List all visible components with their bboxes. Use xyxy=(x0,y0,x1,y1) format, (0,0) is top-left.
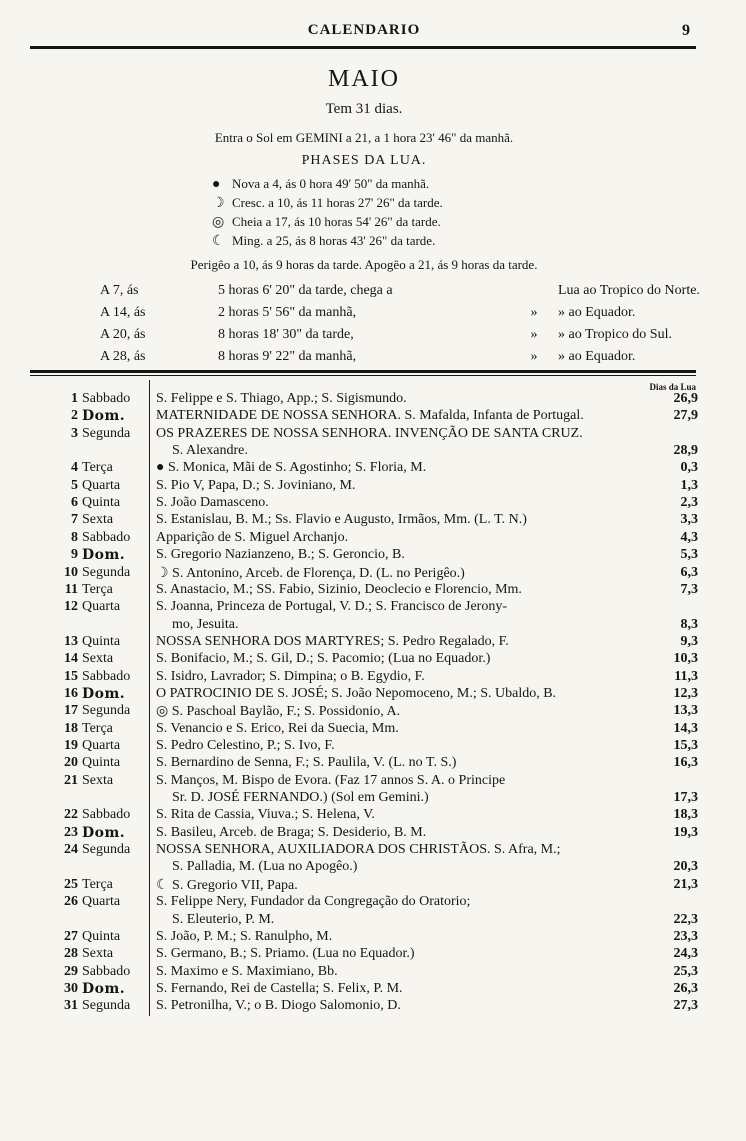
weekday: Segunda xyxy=(82,998,131,1014)
phase-line xyxy=(212,176,429,194)
day-number: 31 xyxy=(64,998,78,1014)
moon-age: 0,3 xyxy=(680,460,698,476)
table-row xyxy=(0,599,746,617)
moon-age: 25,3 xyxy=(673,963,698,979)
weekday: Quinta xyxy=(82,633,121,649)
table-row xyxy=(0,512,746,530)
moon-age: 22,3 xyxy=(673,911,698,927)
tropic-day: A 28, ás xyxy=(100,349,146,364)
saints-text: S. Palladia, M. (Lua no Apogêo.) xyxy=(172,859,358,875)
weekday: Dom. xyxy=(82,685,126,702)
weekday: Quarta xyxy=(82,477,121,493)
day-number: 11 xyxy=(64,581,78,597)
day-number: 24 xyxy=(64,842,78,858)
saints-text: S. Basileu, Arceb. de Braga; S. Desiderio, B. M. xyxy=(156,824,427,840)
day-number: 16 xyxy=(64,685,78,701)
day-number: 13 xyxy=(64,633,78,649)
moon-age: 14,3 xyxy=(673,720,698,736)
weekday: Sexta xyxy=(82,772,114,788)
day-number: 19 xyxy=(64,738,78,753)
saints-text: S. Rita de Cassia, Viuva.; S. Helena, V. xyxy=(156,807,375,823)
day-number: 25 xyxy=(64,876,78,892)
moon-age: 28,9 xyxy=(673,443,698,459)
tropic-time: 5 horas 6' 20" da tarde, chega a xyxy=(218,283,393,298)
section-rule-thin xyxy=(30,375,696,376)
saints-text: OS PRAZERES DE NOSSA SENHORA. INVENÇÃO DE SANTA CRUZ. xyxy=(156,425,583,441)
saints-text: S. Maximo e S. Maximiano, Bb. xyxy=(156,963,338,979)
weekday: Sexta xyxy=(82,651,114,667)
moon-age: 4,3 xyxy=(680,529,698,545)
day-number: 2 xyxy=(71,408,78,424)
day-number: 20 xyxy=(64,755,78,771)
saints-text: S. João Damasceno. xyxy=(156,495,269,511)
day-number: 9 xyxy=(71,547,78,563)
moon-age: 26,9 xyxy=(673,391,698,406)
table-row xyxy=(0,686,746,704)
phase-text: Cresc. a 10, ás 11 horas 27' 26" da tarde. xyxy=(232,195,443,210)
day-number: 27 xyxy=(64,928,78,944)
moon-age: 16,3 xyxy=(673,755,698,771)
weekday: Dom. xyxy=(82,824,126,841)
day-number: 7 xyxy=(71,512,78,528)
phase-text: Nova a 4, ás 0 hora 49' 50" da manhã. xyxy=(232,176,430,191)
table-row xyxy=(0,755,746,773)
weekday: Dom. xyxy=(82,408,126,425)
saints-text: S. João, P. M.; S. Ranulpho, M. xyxy=(156,928,333,944)
table-row xyxy=(0,894,746,912)
saints-text: Apparição de S. Miguel Archanjo. xyxy=(156,529,349,545)
page-header xyxy=(30,22,698,44)
saints-text: mo, Jesuita. xyxy=(172,616,239,632)
table-row xyxy=(0,634,746,652)
day-number: 17 xyxy=(64,703,78,719)
saints-text: ☽ S. Antonino, Arceb. de Florença, D. (L. no Perigêo.) xyxy=(156,565,465,581)
table-row xyxy=(0,495,746,513)
running-title: CALENDARIO xyxy=(307,22,421,38)
saints-text: S. Pio V, Papa, D.; S. Joviniano, M. xyxy=(156,477,356,493)
moon-age: 1,3 xyxy=(680,477,698,493)
table-row xyxy=(0,842,746,860)
moon-age: 5,3 xyxy=(680,547,698,563)
saints-text: S. Felippe Nery, Fundador da Congregação do Oratorio; xyxy=(156,894,471,910)
day-number: 22 xyxy=(64,807,78,823)
day-number: 23 xyxy=(64,824,78,840)
tropic-time: 8 horas 9' 22" da manhã, xyxy=(218,349,357,364)
moon-phase-icon: ☽ xyxy=(212,196,225,211)
day-number: 1 xyxy=(71,391,78,406)
weekday: Segunda xyxy=(82,425,131,441)
table-row xyxy=(0,964,746,982)
saints-text: S. Bonifacio, M.; S. Gil, D.; S. Pacomio; (Lua no Equador.) xyxy=(156,651,491,667)
moon-age: 9,3 xyxy=(680,633,698,649)
table-row xyxy=(0,478,746,496)
table-row xyxy=(0,721,746,739)
saints-text: ☾ S. Gregorio VII, Papa. xyxy=(156,877,298,893)
saints-text: S. Estanislau, B. M.; Ss. Flavio e Augusto, Irmãos, Mm. (L. T. N.) xyxy=(156,512,527,528)
saints-text: S. Felippe e S. Thiago, App.; S. Sigismundo. xyxy=(156,391,407,406)
day-number: 21 xyxy=(64,772,78,788)
saints-text: S. Bernardino de Senna, F.; S. Paulila, V. (L. no T. S.) xyxy=(156,755,457,771)
saints-text: S. Alexandre. xyxy=(172,443,248,459)
table-row xyxy=(0,426,746,444)
day-number: 30 xyxy=(64,980,78,996)
phase-text: Ming. a 25, ás 8 horas 43' 26" da tarde. xyxy=(232,233,436,248)
tropic-time: 2 horas 5' 56" da manhã, xyxy=(218,305,357,320)
moon-age: 24,3 xyxy=(673,946,698,962)
weekday: Quarta xyxy=(82,599,121,615)
table-row xyxy=(0,565,746,583)
moon-age: 6,3 xyxy=(680,564,698,580)
tropic-place: » ao Equador. xyxy=(558,349,636,364)
moon-age: 3,3 xyxy=(680,512,698,528)
table-row xyxy=(0,946,746,964)
tropic-line xyxy=(100,349,660,369)
saints-text: S. Petronilha, V.; o B. Diogo Salomonio, D. xyxy=(156,998,401,1014)
table-row xyxy=(0,391,746,409)
saints-text: S. Fernando, Rei de Castella; S. Felix, P. M. xyxy=(156,980,403,996)
weekday: Sabbado xyxy=(82,807,131,823)
day-number: 28 xyxy=(64,946,78,962)
tropic-place: » ao Equador. xyxy=(558,305,636,320)
saints-text: NOSSA SENHORA DOS MARTYRES; S. Pedro Regalado, F. xyxy=(156,633,509,649)
tropic-line xyxy=(100,283,700,303)
phase-line xyxy=(212,214,441,232)
weekday: Sabbado xyxy=(82,529,131,545)
weekday: Sabbado xyxy=(82,963,131,979)
weekday: Terça xyxy=(82,720,113,736)
table-row xyxy=(0,582,746,600)
moon-age: 20,3 xyxy=(673,859,698,875)
weekday: Sabbado xyxy=(82,668,131,684)
saints-text: S. Anastacio, M.; SS. Fabio, Sizinio, Deoclecio e Florencio, Mm. xyxy=(156,581,522,597)
phase-line xyxy=(212,195,443,213)
weekday: Terça xyxy=(82,581,113,597)
weekday: Terça xyxy=(82,876,113,892)
table-row xyxy=(0,703,746,721)
ditto-mark: » xyxy=(530,349,538,364)
day-number: 12 xyxy=(64,599,78,615)
weekday: Dom. xyxy=(82,980,126,997)
moon-age: 2,3 xyxy=(680,495,698,511)
tropic-place: » ao Tropico do Sul. xyxy=(558,327,672,342)
saints-text: MATERNIDADE DE NOSSA SENHORA. S. Mafalda, Infanta de Portugal. xyxy=(156,408,584,424)
moon-age: 27,9 xyxy=(673,408,698,424)
moon-phase-icon: ● xyxy=(212,177,221,192)
day-number: 4 xyxy=(71,460,78,476)
weekday: Quinta xyxy=(82,495,121,511)
table-row xyxy=(0,738,746,756)
saints-text: S. Isidro, Lavrador; S. Dimpina; o B. Egydio, F. xyxy=(156,668,425,684)
table-row xyxy=(0,617,746,635)
moon-age: 23,3 xyxy=(673,928,698,944)
tropic-line xyxy=(100,305,660,325)
table-row xyxy=(0,790,746,808)
saints-text: ● S. Monica, Mãi de S. Agostinho; S. Floria, M. xyxy=(156,460,427,476)
moon-age: 15,3 xyxy=(673,738,698,753)
moon-age: 8,3 xyxy=(680,616,698,632)
moon-age: 26,3 xyxy=(673,980,698,996)
table-row xyxy=(0,859,746,877)
weekday: Quinta xyxy=(82,755,121,771)
tropic-place: Lua ao Tropico do Norte. xyxy=(558,283,700,298)
table-row xyxy=(0,877,746,895)
month-days: Tem 31 dias. xyxy=(325,101,403,117)
moon-age: 19,3 xyxy=(673,824,698,840)
saints-text: Sr. D. JOSÉ FERNANDO.) (Sol em Gemini.) xyxy=(172,790,429,806)
table-row xyxy=(0,669,746,687)
table-row xyxy=(0,912,746,930)
table-row xyxy=(0,547,746,565)
month-title: MAIO xyxy=(328,66,400,92)
weekday: Segunda xyxy=(82,564,131,580)
day-number: 26 xyxy=(64,894,78,910)
moon-phase-icon: ☾ xyxy=(212,234,225,249)
day-number: 3 xyxy=(71,425,78,441)
weekday: Dom. xyxy=(82,547,126,564)
tropic-time: 8 horas 18' 30" da tarde, xyxy=(218,327,354,342)
header-rule xyxy=(30,46,696,49)
weekday: Quarta xyxy=(82,738,121,753)
day-number: 15 xyxy=(64,668,78,684)
table-row xyxy=(0,929,746,947)
saints-text: S. Joanna, Princeza de Portugal, V. D.; S. Francisco de Jerony- xyxy=(156,599,507,615)
saints-text: O PATROCINIO DE S. JOSÉ; S. João Nepomoceno, M.; S. Ubaldo, B. xyxy=(156,685,557,701)
weekday: Segunda xyxy=(82,703,131,719)
ditto-mark: » xyxy=(530,327,538,342)
table-row xyxy=(0,773,746,791)
table-row xyxy=(0,651,746,669)
weekday: Segunda xyxy=(82,842,131,858)
phase-line xyxy=(212,233,435,251)
phase-text: Cheia a 17, ás 10 horas 54' 26" da tarde. xyxy=(232,214,441,229)
saints-text: S. Pedro Celestino, P.; S. Ivo, F. xyxy=(156,738,335,753)
saints-text: S. Manços, M. Bispo de Evora. (Faz 17 annos S. A. o Principe xyxy=(156,772,506,788)
saints-text: S. Germano, B.; S. Priamo. (Lua no Equador.) xyxy=(156,946,415,962)
day-number: 10 xyxy=(64,564,78,580)
weekday: Sabbado xyxy=(82,391,131,406)
page-number: 9 xyxy=(682,22,690,39)
moon-age: 11,3 xyxy=(674,668,698,684)
day-number: 18 xyxy=(64,720,78,736)
tropic-day: A 20, ás xyxy=(100,327,146,342)
table-row xyxy=(0,460,746,478)
saints-text: S. Eleuterio, P. M. xyxy=(172,911,275,927)
moon-age: 21,3 xyxy=(673,876,698,892)
weekday: Sexta xyxy=(82,946,114,962)
moon-age: 17,3 xyxy=(673,790,698,806)
moon-age: 18,3 xyxy=(673,807,698,823)
day-number: 6 xyxy=(71,495,78,511)
saints-text: ◎ S. Paschoal Baylão, F.; S. Possidonio, A. xyxy=(156,704,401,720)
tropic-day: A 14, ás xyxy=(100,305,146,320)
moon-age: 13,3 xyxy=(673,703,698,719)
table-row xyxy=(0,530,746,548)
day-number: 5 xyxy=(71,477,78,493)
table-row xyxy=(0,825,746,843)
saints-text: NOSSA SENHORA, AUXILIADORA DOS CHRISTÃOS. S. Afra, M.; xyxy=(156,842,561,858)
table-row xyxy=(0,981,746,999)
saints-text: S. Gregorio Nazianzeno, B.; S. Geroncio, B. xyxy=(156,547,405,563)
day-number: 14 xyxy=(64,651,78,667)
moon-age: 10,3 xyxy=(673,651,698,667)
moon-age: 27,3 xyxy=(673,998,698,1014)
perigee-apogee: Perigêo a 10, ás 9 horas da tarde. Apogêo a 21, ás 9 horas da tarde. xyxy=(190,257,538,272)
sun-entry: Entra o Sol em GEMINI a 21, a 1 hora 23' 46" da manhã. xyxy=(214,130,514,145)
day-number: 29 xyxy=(64,963,78,979)
weekday: Quarta xyxy=(82,894,121,910)
section-rule-thick xyxy=(30,370,696,373)
day-number: 8 xyxy=(71,529,78,545)
table-row xyxy=(0,408,746,426)
phases-title: PHASES DA LUA. xyxy=(301,153,427,168)
tropic-day: A 7, ás xyxy=(100,283,139,298)
tropic-line xyxy=(100,327,672,347)
ditto-mark: » xyxy=(530,305,538,320)
table-row xyxy=(0,443,746,461)
weekday: Sexta xyxy=(82,512,114,528)
table-row xyxy=(0,998,746,1016)
moon-age-header: Dias da Lua xyxy=(649,382,696,392)
moon-age: 12,3 xyxy=(673,685,698,701)
weekday: Quinta xyxy=(82,928,121,944)
table-row xyxy=(0,807,746,825)
weekday: Terça xyxy=(82,460,113,476)
saints-text: S. Venancio e S. Erico, Rei da Suecia, Mm. xyxy=(156,720,399,736)
moon-phase-icon: ◎ xyxy=(212,215,225,230)
moon-age: 7,3 xyxy=(680,581,698,597)
